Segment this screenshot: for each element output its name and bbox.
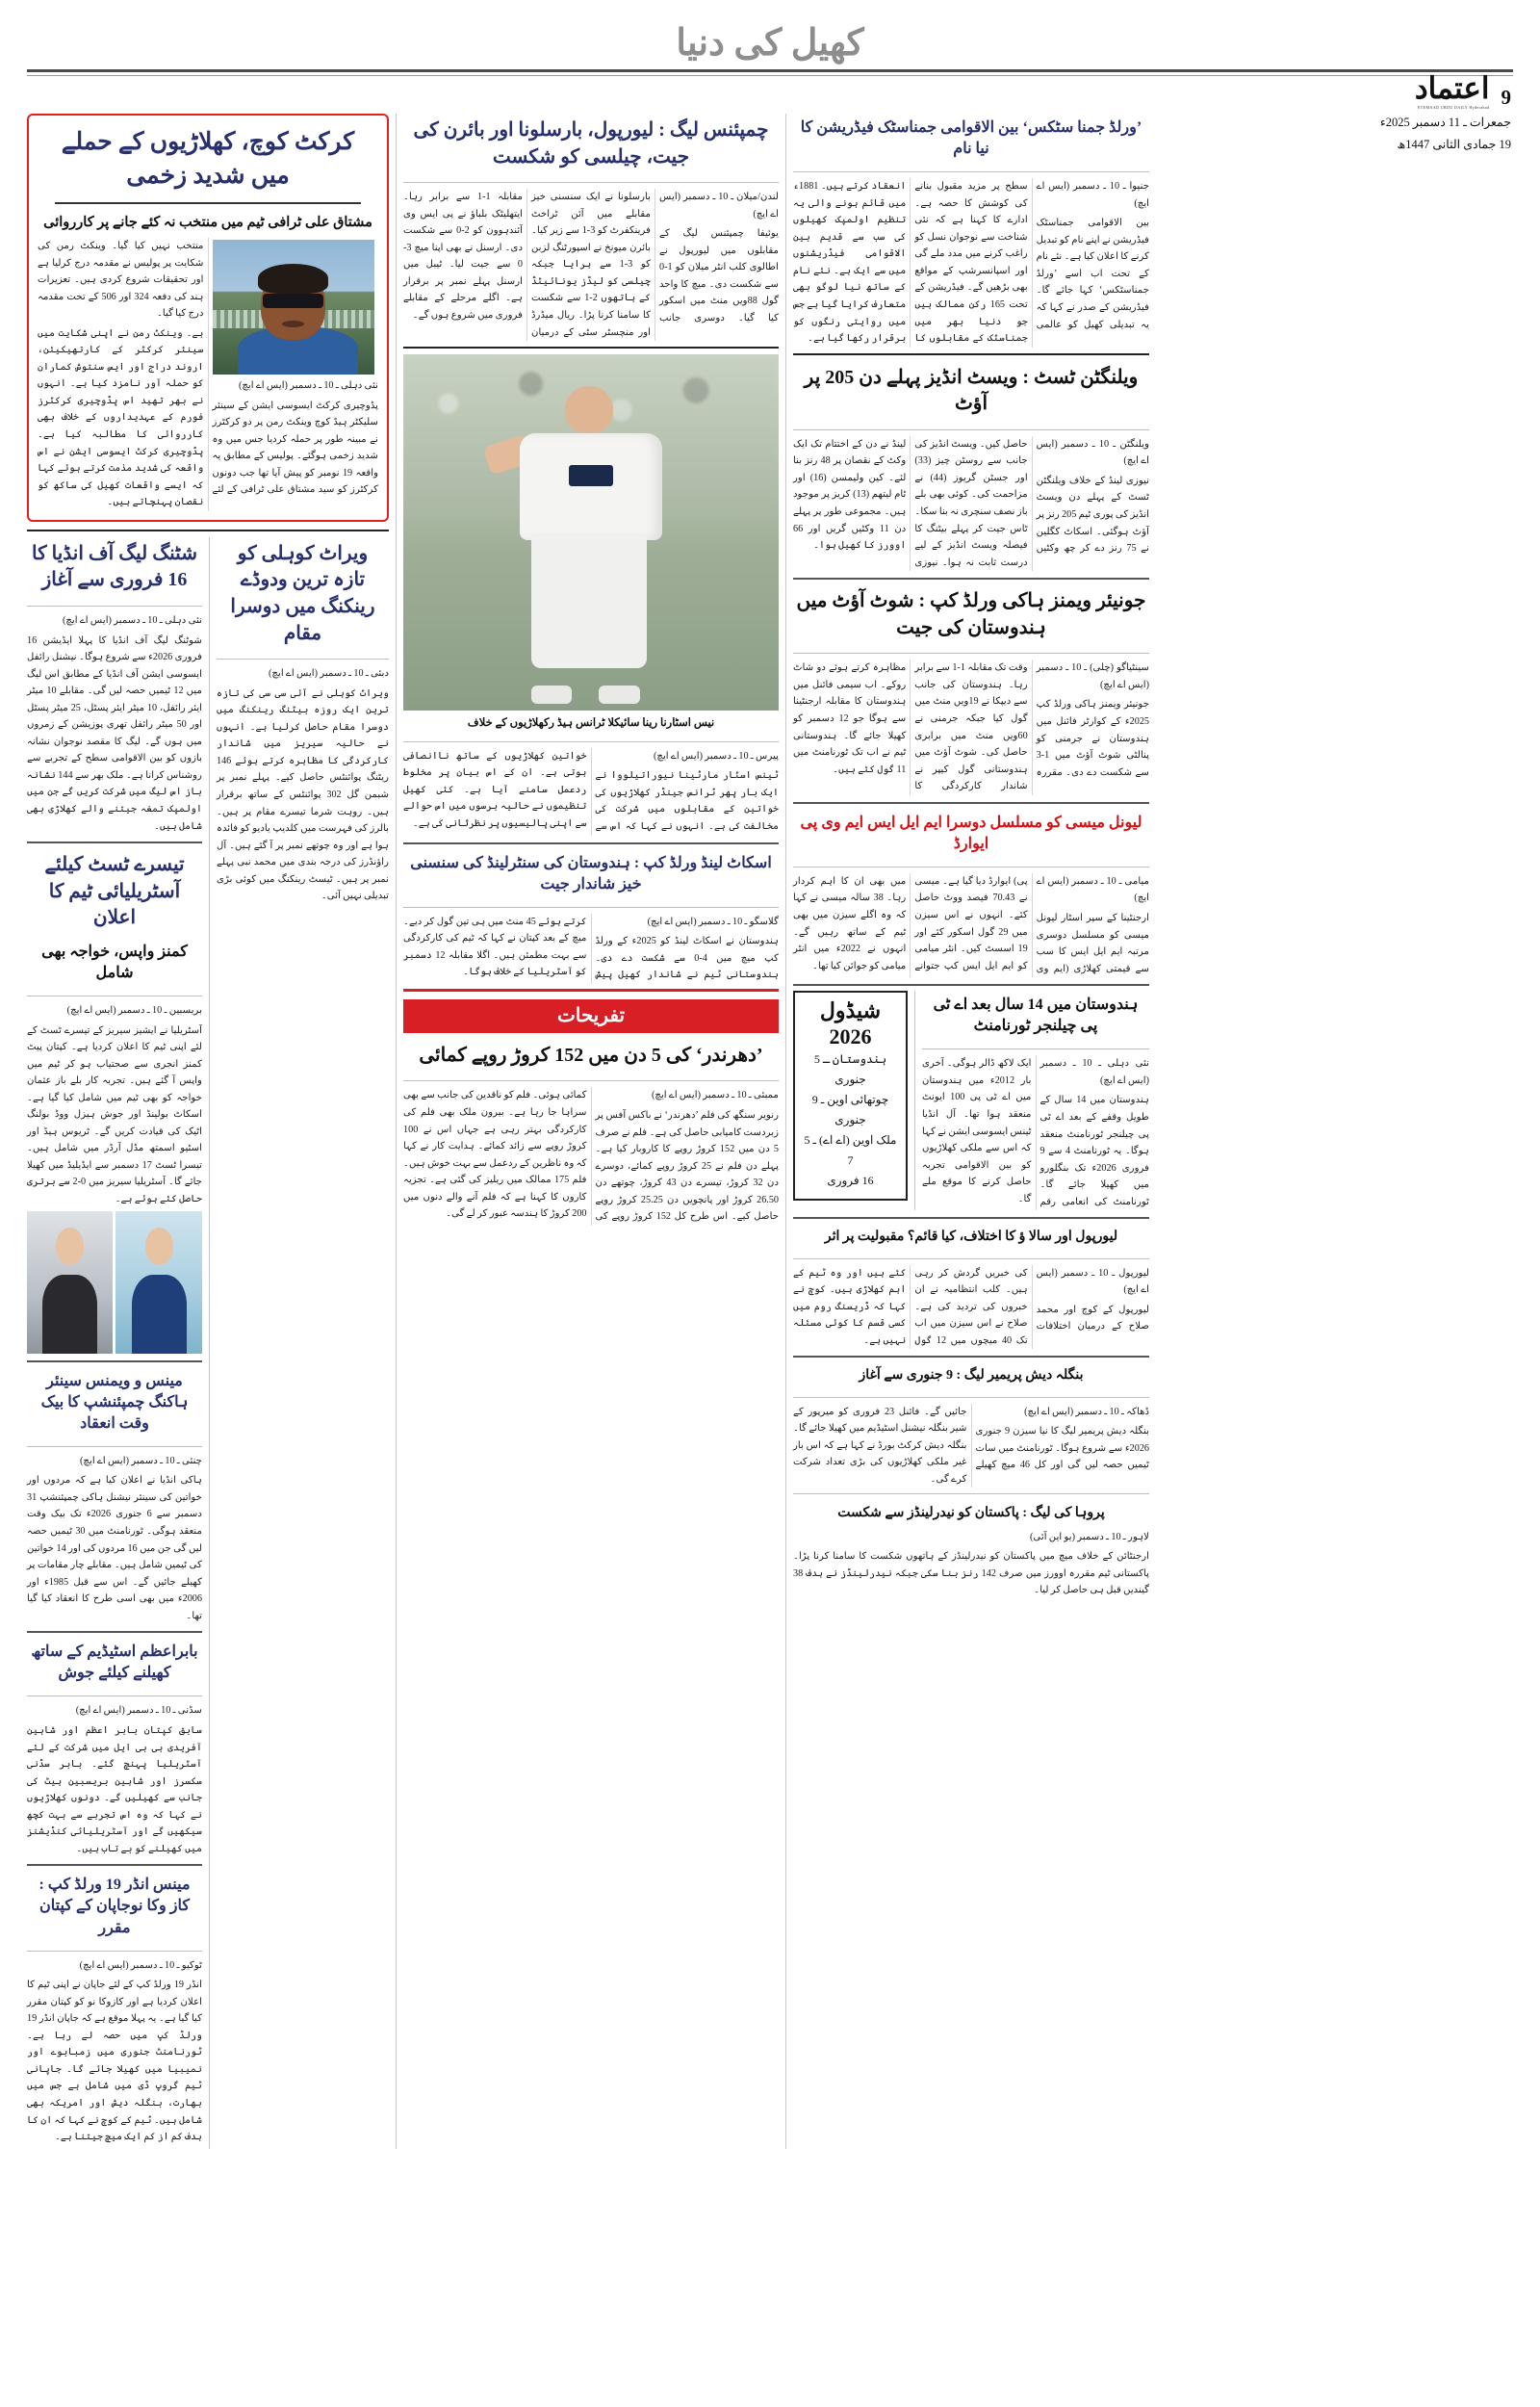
dateline: چنئی ـ 10 ـ دسمبر (ایس اے ایچ): [80, 1455, 202, 1466]
dateline: دبئی ـ 10 ـ دسمبر (ایس اے ایچ): [269, 668, 389, 680]
body: شوٹنگ لیگ آف انڈیا کا پہلا ایڈیشن 16 فروری 2026ء سے شروع ہوگا۔ نیشنل رائفل ایسوسی ایشن آف انڈیا کے مطابق اس لیگ میں 12 ٹیمیں حصہ لیں گی۔ مقابلے 10 میٹر ایئر رائفل، 10 میٹر ایئر پسٹل، 25 میٹر پسٹل اور 50 میٹر رائفل تھری پوزیشن کے زمروں میں ہوں گے۔ لیگ کا مقصد نوجوان نشانہ بازوں کو بین الاقوامی سطح کے تجربے سے روشناس کرانا ہے۔ ملک بھر سے 144 نشانہ باز اس لیگ میں شرکت کریں گے جن میں اولمپک تمغہ جیتنے والے کھلاڑی بھی شامل ہیں۔: [27, 634, 202, 832]
body: آسٹریلیا نے ایشیز سیریز کے تیسرے ٹسٹ کے لئے اپنی ٹیم کا اعلان کردیا ہے۔ کپتان پیٹ کمنز انجری سے صحتیاب ہو کر ٹیم میں واپس آ گئے ہیں۔ تجربہ کار بلے باز عثمان خواجہ کو بھی ٹیم میں شامل کیا گیا ہے۔ اسکاٹ بولینڈ اور جوش ہیزل ووڈ بولنگ اٹیک کی قیادت کریں گے۔ ٹریوس ہیڈ اور اسٹیو اسمتھ مڈل آرڈر میں شامل ہیں۔ تیسرا ٹسٹ 17 دسمبر سے ایڈیلیڈ میں کھیلا جائے گا۔ آسٹریلیا سیریز میں 0-2 سے برتری حاصل کئے ہوئے ہے۔: [27, 1024, 202, 1205]
column-left: [793, 114, 1149, 1602]
rule: [27, 1360, 202, 1362]
rule: [403, 741, 779, 742]
column-right-b: [217, 537, 389, 908]
dateline: لاہور ـ 10 ـ دسمبر (یو این آئی): [1030, 1531, 1149, 1542]
rule: [27, 1446, 202, 1447]
body: یوئیفا چمپئنس لیگ کے مقابلوں میں لیورپول نے اطالوی کلب انٹر میلان کو 1-0 سے شکست دی۔ میچ کا واحد گول 88ویں منٹ میں اسکور کیا گیا۔ دوسری جانب بارسلونا نے ایک سنسنی خیز مقابلے میں آئن ٹراخٹ فرینکفرٹ کو 3-1 سے زیر کیا۔ بائرن میونخ نے اسپورٹنگ لزبن کو 3-1 سے ہرایا جبکہ چیلسی کو لیڈز یونائیٹڈ کے ہاتھوں 2-1 سے شکست کا سامنا کرنا پڑا۔ ریال میڈرڈ اور منچسٹر سٹی کے درمیان مقابلہ 1-1 سے برابر رہا۔ ایتھلیٹک بلباؤ نے پی ایس وی آئندہوون کو 2-0 سے شکست دی۔ ارسنل نے بھی اپنا میچ 3-0 سے جیت لیا۔ ٹیبل میں ارسنل پہلے نمبر پر برقرار ہے۔ اگلے مرحلے کے مقابلے فروری میں شروع ہوں گے۔: [403, 192, 780, 338]
article-hockey-championship: [27, 1453, 202, 1624]
schedule-line-3: 16 فروری: [827, 1173, 874, 1187]
column-right-a: [27, 537, 202, 2149]
lead-dateline: نئی دہلی ـ 10 ـ دسمبر (ایس اے ایچ): [238, 380, 378, 392]
article-world-gymnastics: [793, 178, 1149, 347]
headline-kohli-ranking: ویراٹ کوہلی کو تازہ ترین ودوڈے رینکنگ میں دوسرا مقام: [230, 542, 375, 644]
rule: [403, 842, 779, 844]
masthead-rule-top: [27, 69, 1513, 72]
rule: [403, 347, 779, 349]
dateline: گلاسگو ـ 10 ـ دسمبر (ایس اے ایچ): [647, 916, 779, 927]
dateline: نئی دہلی ـ 10 ـ دسمبر (ایس اے ایچ): [62, 614, 202, 626]
rule: [27, 1951, 202, 1952]
schedule-line-1: چوتھائی اوین ـ 9 جنوری: [811, 1092, 889, 1126]
rule: [793, 802, 1149, 804]
dateline: بریسبین ـ 10 ـ دسمبر (ایس اے ایچ): [66, 1005, 202, 1016]
lead-body: [38, 238, 378, 511]
headline-babar-stadium: بابراعظم اسٹیڈیم کے ساتھ کھیلنے کیلئے جوش: [31, 1643, 198, 1682]
body: ہندوستان نے اسکاٹ لینڈ کو 2025ء کے ورلڈ کپ میچ میں 4-0 سے شکست دے دی۔ ہندوستانی ٹیم نے شاندار کھیل پیش کرتے ہوئے 45 منٹ میں ہی تین گول کر دیے۔ میچ کے بعد کپتان نے کہا کہ ٹیم کی کارکردگی سے بہت مطمئن ہیں۔ اگلا مقابلہ 12 دسمبر کو آسٹریلیا کے خلاف ہوگا۔: [403, 916, 779, 981]
dateline: ممبئی ـ 10 ـ دسمبر (ایس اے ایچ): [651, 1090, 779, 1101]
lead-divider: [55, 202, 361, 204]
article-proha-league: [793, 1529, 1149, 1599]
rule: [403, 907, 779, 908]
body: بنگلہ دیش پریمیر لیگ کا نیا سیزن 9 جنوری 2026ء سے شروع ہوگا۔ ٹورنامنٹ میں سات ٹیمیں حصہ لیں گی اور کل 46 میچ کھیلے جائیں گے۔ فائنل 23 فروری کو میرپور کے شیر بنگلہ نیشنل اسٹیڈیم میں کھیلا جائے گا۔ بنگلہ دیش کرکٹ بورڈ نے کہا ہے کہ اس بار غیر ملکی کھلاڑیوں کی بڑی تعداد شرکت کرے گی۔: [793, 1406, 1149, 1485]
masthead-rule-bottom: [27, 75, 1513, 76]
schedule-line-0: ہندوستان ـ 5 جنوری: [813, 1051, 887, 1086]
page-number: 9: [1501, 86, 1511, 109]
dateline: پیرس ـ 10 ـ دسمبر (ایس اے ایچ): [654, 750, 779, 762]
body: سابق کپتان بابر اعظم اور شاہین آفریدی بی بی ایل میں شرکت کے لئے آسٹریلیا پہنچ گئے۔ بابر سڈنی سکسرز اور شاہین بریسبین ہیٹ کی جانب سے کھیلیں گے۔ دونوں کھلاڑیوں نے کہا کہ وہ اس تجربے سے بہت کچھ سیکھیں گے اور آسٹریلیائی کنڈیشنز میں کھیلنے کو بے تاب ہیں۔: [27, 1724, 202, 1854]
headline-dhurandhar: ’دھرندر‘ کی 5 دن میں 152 کروڑ روپے کمائی: [419, 1044, 763, 1066]
article-messi-mvp: [793, 873, 1149, 977]
rule: [27, 841, 202, 843]
article-junior-womens-hockey: [793, 660, 1149, 794]
body: نیوزی لینڈ کے خلاف ویلنگٹن ٹسٹ کے پہلے دن ویسٹ انڈیز کی پوری ٹیم 205 رنز پر آؤٹ ہوگئی۔ اسکاٹ کگلین نے 75 رنز دے کر چھ وکٹیں حاصل کیں۔ ویسٹ انڈیز کی جانب سے روسٹن چیز (33) اور جسٹن گریوز (44) نے مزاحمت کی۔ کوئی بھی بلے باز نصف سنچری نہ بنا سکا۔ ٹاس جیت کر پہلے بیٹنگ کا فیصلہ ویسٹ انڈیز کے لیے درست ثابت نہ ہوا۔ نیوزی لینڈ نے دن کے اختتام تک ایک وکٹ کے نقصان پر 48 رنز بنا لئے۔ کین ولیمسن (16) اور ٹام لیتھم (13) کریز پر موجود ہیں۔ مجموعی طور پر پہلے دن 11 وکٹیں گریں اور 66 اوورز کا کھیل ہوا۔: [793, 438, 1149, 568]
rule: [793, 1217, 1149, 1219]
column-separator: [785, 114, 786, 2149]
body: ارجنٹائن کے خلاف میچ میں پاکستان کو نیدرلینڈز کے ہاتھوں شکست کا سامنا کرنا پڑا۔ پاکستانی ٹیم مقررہ اوورز میں صرف 142 رنز بنا سکی جبکہ نیدرلینڈز نے ہدف 38 گیندیں قبل ہی حاصل کر لیا۔: [793, 1551, 1149, 1596]
rule: [27, 606, 202, 607]
article-kohli-ranking: [217, 665, 389, 905]
column-right: [27, 114, 389, 2149]
body: ٹینس اسٹار مارٹینا نیوراتیلووا نے ایک بار پھر ٹرانس جینڈر کھلاڑیوں کی خواتین کے مقابلوں میں شرکت کی مخالفت کی ہے۔ انہوں نے کہا کہ اس سے خواتین کھلاڑیوں کے ساتھ ناانصافی ہوتی ہے۔ ان کے اس بیان پر مخلوط ردعمل سامنے آیا ہے۔ کئی کھیل تنظیموں نے حالیہ برسوں میں اس حوالے سے اپنی پالیسیوں پر نظرثانی کی ہے۔: [403, 750, 779, 832]
body: جونیئر ویمنز ہاکی ورلڈ کپ 2025ء کے کوارٹر فائنل میں ہندوستان نے جرمنی کو پنالٹی شوٹ آؤٹ میں 1-3 سے شکست دے دی۔ مقررہ وقت تک مقابلہ 1-1 سے برابر رہا۔ ہندوستان کی جانب سے دیپکا نے 19ویں منٹ میں گول کیا جبکہ جرمنی نے 60ویں منٹ میں برابری حاصل کی۔ شوٹ آؤٹ میں ہندوستانی گول کیپر نے شاندار کارکردگی کا مظاہرہ کرتے ہوئے دو شاٹ روکے۔ اب سیمی فائنل میں ہندوستان کا مقابلہ ارجنٹینا سے ہوگا جو 12 دسمبر کو کھیلا جائے گا۔ ہندوستانی ٹیم نے اب تک ٹورنامنٹ میں 11 گول کئے ہیں۔: [793, 662, 1149, 792]
column-centre: [403, 114, 779, 1226]
dateline: نئی دہلی ـ 10 ـ دسمبر (ایس اے ایچ): [1040, 1058, 1149, 1086]
column-left-atp: [922, 991, 1149, 1210]
headline-junior-womens-hockey: جونیئر ویمنز ہاکی ورلڈ کپ : شوٹ آؤٹ میں ہندوستان کی جیت: [796, 590, 1146, 638]
date-gregorian: جمعرات ـ 11 دسمبر 2025ء: [1379, 116, 1511, 129]
headline-bangladesh-premier-league: بنگلہ دیش پریمیر لیگ : 9 جنوری سے آغاز: [859, 1368, 1084, 1384]
lead-headline: کرکٹ کوچ، کھلاڑیوں کے حملے میں شدید زخمی: [61, 129, 355, 189]
bowler-photo: [403, 354, 779, 711]
rule-after-lead: [27, 530, 389, 531]
rule: [403, 1080, 779, 1081]
left-bottom-grid: [793, 991, 1149, 1210]
rule: [793, 1397, 1149, 1398]
lead-subhead: مشتاق علی ٹرافی ٹیم میں منتخب نہ کئے جانے پر کارروائی: [43, 215, 372, 230]
rule: [793, 1258, 1149, 1259]
dateline: ٹوکیو ـ 10 ـ دسمبر (ایس اے ایچ): [79, 1959, 202, 1971]
dateline: جنیوا ـ 10 ـ دسمبر (ایس اے ایچ): [1036, 181, 1149, 209]
player-photo-left: [116, 1211, 202, 1354]
article-wellington-test: [793, 436, 1149, 571]
rule: [27, 1695, 202, 1696]
rule: [793, 1356, 1149, 1358]
page-content: [0, 114, 1540, 2168]
column-separator: [396, 114, 397, 2149]
rule: [793, 429, 1149, 430]
page-title: کھیل کی دنیا: [676, 23, 864, 64]
column-separator: [914, 991, 915, 1210]
paper-logo-subtitle: ETEMAAD URDU DAILY Hyderabad: [1417, 105, 1490, 110]
body: ویراٹ کوہلی نے آئی سی سی کی تازہ ترین ایک روزہ بیٹنگ رینکنگ میں دوسرا مقام حاصل کرلیا ہے۔ انہوں نے حالیہ سیریز میں شاندار کارکردگی کا مظاہرہ کرتے ہوئے 146 ریٹنگ پوائنٹس حاصل کیے۔ پہلے نمبر پر شبمن گل 302 پوائنٹس کے ساتھ برقرار ہیں۔ روہت شرما تیسرے مقام پر ہیں۔ بالرز کی فہرست میں کلدیپ یادیو کو فائدہ ہوا ہے اور وہ چوتھے نمبر پر آ گئے ہیں۔ آل راؤنڈرز کی درجہ بندی میں محمد نبی پہلے نمبر پر ہیں۔ ٹیسٹ رینکنگ میں کوئی بڑی تبدیلی نہیں آئی۔: [216, 687, 389, 902]
date-hijri: 19 جمادی الثانی 1447ھ: [1397, 137, 1511, 151]
entertainment-banner: تفریحات: [403, 999, 779, 1033]
body: ہاکی انڈیا نے اعلان کیا ہے کہ مردوں اور خواتین کی سینئر نیشنل ہاکی چمپئنشپ 31 دسمبر سے 6 جنوری 2026ء تک بیک وقت منعقد ہوگی۔ ٹورنامنٹ میں 30 ٹیمیں حصہ لیں گی جن میں 16 مردوں کی اور 14 خواتین کی ٹیمیں شامل ہیں۔ مقابلے چار مقامات پر کھیلے جائیں گے۔ اس سے قبل 1985ء اور 2006ء میں بھی اسی طرح کا انعقاد کیا گیا تھا۔: [27, 1475, 202, 1621]
bowler-photo-caption: نیس اسٹارنا رینا سائیکلا ٹرانس ہیڈ رکھلاڑیوں کے خلاف: [467, 717, 715, 730]
headline-ucl: چمپئنس لیگ : لیورپول، بارسلونا اور بائرن کی جیت، چیلسی کو شکست: [413, 119, 769, 168]
rule: [793, 1493, 1149, 1494]
article-ucl: [403, 189, 779, 341]
article-third-test: [27, 1002, 202, 1208]
rule: [217, 659, 389, 660]
rule: [793, 653, 1149, 654]
subhead-third-test: کمنز واپس، خواجہ بھی شامل: [41, 943, 188, 981]
rule: [793, 578, 1149, 580]
lead-body-right: پڈوچیری کرکٹ ایسوسی ایشن کے سینئر سلیکٹر ہیڈ کوچ وینکٹ رمن پر دو کرکٹرز نے مبینہ طور پر حملہ کردیا جس میں وہ شدید زخمی ہوگئے۔ پولیس کے مطابق یہ واقعہ 19 نومبر کو پیش آیا تھا جب دونوں کرکٹرز کو سید مشتاق علی ٹرافی کے لئے منتخب نہیں کیا گیا۔ وینکٹ رمن کی شکایت پر پولیس نے مقدمہ درج کرلیا ہے اور تحقیقات شروع کردی ہیں۔ تعزیرات ہند کی دفعہ 324 اور 506 کے تحت مقدمہ درج کیا گیا۔: [38, 241, 378, 496]
lead-story-box: [27, 114, 389, 522]
article-u19-worldcup: [27, 1957, 202, 2146]
column-grid: [27, 114, 1513, 2149]
dateline: سڈنی ـ 10 ـ دسمبر (ایس اے ایچ): [75, 1705, 202, 1717]
article-bangladesh-premier-league: [793, 1404, 1149, 1488]
headline-hockey-championship: مینس و ویمنس سینئر ہاکنگ چمپئنشپ کا بیک وقت انعقاد: [40, 1372, 189, 1432]
schedule-line-2: ملک اوین (اے اے) ـ 5 7: [804, 1132, 897, 1167]
player-photo-right: [27, 1211, 114, 1354]
rule: [27, 1631, 202, 1633]
article-dhurandhar: [403, 1087, 779, 1225]
dateline: لندن/میلان ـ 10 ـ دسمبر (ایس اے ایچ): [659, 192, 779, 220]
headline-u19-worldcup: مینس انڈر 19 ورلڈ کپ : کاز وکا نوجاپان کے کپتان مقرر: [38, 1876, 191, 1936]
dateline: لیورپول ـ 10 ـ دسمبر (ایس اے ایچ): [1036, 1267, 1149, 1296]
article-liverpool-salah: [793, 1265, 1149, 1350]
players-photo-pair: [27, 1211, 202, 1354]
headline-wellington-test: ویلنگٹن ٹسٹ : ویسٹ انڈیز پہلے دن 205 پر آؤٹ: [804, 366, 1139, 415]
dateline: سینٹیاگو (چلی) ـ 10 ـ دسمبر (ایس اے ایچ): [1036, 662, 1149, 690]
paper-logo: اعتماد: [1414, 71, 1490, 105]
schedule-title: شیڈول 2026: [819, 998, 882, 1048]
coach-photo: [213, 240, 374, 375]
headline-scotland-worldcup: اسکاٹ لینڈ ورلڈ کپ : ہندوستان کی سنٹرلینڈ کی سنسنی خیز شاندار جیت: [410, 854, 772, 893]
rule: [793, 984, 1149, 986]
right-rail-grid: [27, 537, 389, 2149]
column-left-schedule: [793, 991, 908, 1201]
article-shooting-league: [27, 612, 202, 835]
body: انڈر 19 ورلڈ کپ کے لئے جاپان نے اپنی ٹیم کا اعلان کردیا ہے اور کازوکا نو کو کپتان مقرر کیا گیا ہے۔ یہ پہلا موقع ہے کہ جاپان انڈر 19 ورلڈ کپ میں حصہ لے رہا ہے۔ ٹورنامنٹ جنوری میں زمبابوے اور نمیبیا میں کھیلا جائے گا۔ جاپانی ٹیم گروپ ڈی میں شامل ہے جس میں بھارت، بنگلہ دیش اور امریکہ بھی شامل ہیں۔ ٹیم کے کوچ نے کہا کہ ان کا ہدف کم از کم ایک میچ جیتنا ہے۔: [27, 1980, 202, 2143]
schedule-box: [793, 991, 908, 1201]
headline-atp-challenger: ہندوستان میں 14 سال بعد اے ٹی پی چیلنجر ٹورنامنٹ: [933, 996, 1139, 1035]
headline-third-test: تیسرے ٹسٹ کیلئے آسٹریلیائی ٹیم کا اعلان: [44, 854, 185, 929]
dateline: میامی ـ 10 ـ دسمبر (ایس اے ایچ): [1036, 875, 1149, 904]
column-separator: [209, 537, 210, 2149]
rule: [793, 353, 1149, 355]
body: رنویر سنگھ کی فلم ’دھرندر‘ نے باکس آفس پر زبردست کامیابی حاصل کی ہے۔ فلم نے صرف 5 دن میں 152 کروڑ روپے کا کاروبار کیا ہے۔ پہلے دن فلم نے 25 کروڑ روپے کمائے، دوسرے دن 32 کروڑ، تیسرے دن 43 کروڑ، چوتھے دن 26.50 کروڑ اور پانچویں دن 25.25 کروڑ روپے حاصل کیے۔ اس طرح کل 152 کروڑ روپے کی کمائی ہوئی۔ فلم کو ناقدین کی جانب سے بھی سراہا جا رہا ہے۔ بیرون ملک بھی فلم کی کارکردگی بہتر رہی ہے جہاں اس نے 100 کروڑ روپے سے زائد کمائے۔ ہدایت کار نے کہا کہ وہ ناظرین کے ردعمل سے بہت خوش ہیں۔ فلم 175 ممالک میں ریلیز کی گئی ہے۔ تجزیہ کاروں کا کہنا ہے کہ فلم آنے والے دنوں میں 200 کروڑ کا ہندسہ عبور کر لے گی۔: [403, 1090, 780, 1223]
rule: [922, 1048, 1149, 1049]
headline-proha-league: پروہا کی لیگ : پاکستان کو نیدرلینڈز سے شکست: [837, 1506, 1105, 1521]
body: ارجنٹینا کے سپر اسٹار لیونل میسی کو مسلسل دوسری مرتبہ ایم ایل ایس کا سب سے قیمتی کھلاڑی (ایم وی پی) ایوارڈ دیا گیا ہے۔ میسی نے 70.43 فیصد ووٹ حاصل کئے۔ انہوں نے اس سیزن میں 29 گول اسکور کئے اور 19 اسسٹ کیں۔ انٹر میامی کو ایم ایل ایس کپ جتوانے میں بھی ان کا اہم کردار رہا۔ 38 سالہ میسی نے کہا کہ وہ اگلے سیزن میں بھی ٹیم کے ساتھ رہیں گے۔ انہوں نے 2022ء میں انٹر میامی کو جوائن کیا تھا۔: [793, 875, 1149, 974]
headline-liverpool-salah: لیورپول اور سالا ؤ کا اختلاف، کیا قائم؟ مقبولیت پر اثر: [824, 1229, 1118, 1245]
lead-body-left: ہے۔ وینکٹ رمن نے اپنی شکایت میں سینئر کرکٹر کے کارتھیکیئن، اروند دراج اور ایس سنتوش کماران کو حملہ آور نامزد کیا ہے۔ انہوں نے بھر تھید اس پڈوچیری کرکٹرز فورم کے عہدیداروں کے خلاف بھی کارروائی کا مطالبہ کیا ہے۔ پڈوچیری کرکٹ ایسوسی ایشن نے اس واقعہ کی شدید مذمت کرتے ہوئے کہا کہ ایسے واقعات کھیل کی ساکھ کو نقصان پہنچاتے ہیں۔: [38, 327, 204, 508]
article-scotland-worldcup: [403, 914, 779, 984]
headline-shooting-league: شٹنگ لیگ آف انڈیا کا 16 فروری سے آغاز: [32, 542, 197, 591]
dateline: ویلنگٹن ـ 10 ـ دسمبر (ایس اے ایچ): [1036, 438, 1149, 467]
headline-messi-mvp: لیونل میسی کو مسلسل دوسرا ایم ایل ایس ایم وی پی ایوارڈ: [800, 814, 1142, 852]
body: ہندوستان میں 14 سال کے طویل وقفے کے بعد اے ٹی پی چیلنجر ٹورنامنٹ منعقد ہوگا۔ یہ ٹورنامنٹ 4 سے 9 فروری 2026ء تک بنگلورو میں کھیلا جائے گا۔ ٹورنامنٹ کی انعامی رقم ایک لاکھ ڈالر ہوگی۔ آخری بار 2012ء میں ہندوستان میں اے ٹی پی 100 ایونٹ منعقد ہوا تھا۔ آل انڈیا ٹینس ایسوسی ایشن نے کہا کہ اس سے ملکی کھلاڑیوں کو بین الاقوامی تجربہ حاصل کرنے کا موقع ملے گا۔: [922, 1058, 1149, 1207]
article-tennis-star: [403, 748, 779, 836]
rule: [793, 171, 1149, 172]
rule: [27, 1864, 202, 1866]
body: بین الاقوامی جمناسٹک فیڈریشن نے اپنے نام کو تبدیل کرنے کا اعلان کیا ہے۔ نئے نام کے تحت اب اسے ’ورلڈ جمناسٹکس‘ کہا جائے گا۔ فیڈریشن کے صدر نے کہا کہ یہ تبدیلی کھیل کو عالمی سطح پر مزید مقبول بنانے کی کوشش کا حصہ ہے۔ ادارے کا کہنا ہے کہ نئی شناخت سے نوجوان نسل کو راغب کرنے میں مدد ملے گی اور اسپانسرشپ کے مواقع بھی بڑھیں گے۔ فیڈریشن کے تحت 165 رکن ممالک ہیں جو دنیا بھر میں جمناسٹک کے مقابلوں کا انعقاد کرتے ہیں۔ 1881ء میں قائم ہونے والی یہ تنظیم اولمپک کھیلوں کی سب سے قدیم بین الاقوامی فیڈریشنوں میں سے ایک ہے۔ نئے نام کے ساتھ نیا لوگو بھی متعارف کرایا گیا ہے جس میں روایتی رنگوں کو برقرار رکھا گیا ہے۔: [793, 181, 1149, 345]
headline-world-gymnastics: ’ورلڈ جمنا سٹکس‘ بین الاقوامی جمناسٹک فیڈریشن کا نیا نام: [800, 119, 1142, 158]
entertainment-top-rule: [403, 989, 779, 992]
dateline: ڈھاکہ ـ 10 ـ دسمبر (ایس اے ایچ): [1024, 1406, 1149, 1417]
article-babar-stadium: [27, 1702, 202, 1857]
rule: [403, 182, 779, 183]
body: لیورپول کے کوچ اور محمد صلاح کے درمیان اختلافات کی خبریں گردش کر رہی ہیں۔ کلب انتظامیہ نے ان خبروں کی تردید کی ہے۔ صلاح نے اس سیزن میں اب تک 40 میچوں میں 12 گول کئے ہیں اور وہ ٹیم کے اہم کھلاڑی ہیں۔ کوچ نے کہا کہ ڈریسنگ روم میں کسی قسم کا کوئی مسئلہ نہیں ہے۔: [793, 1267, 1149, 1346]
article-atp-challenger: [922, 1055, 1149, 1210]
